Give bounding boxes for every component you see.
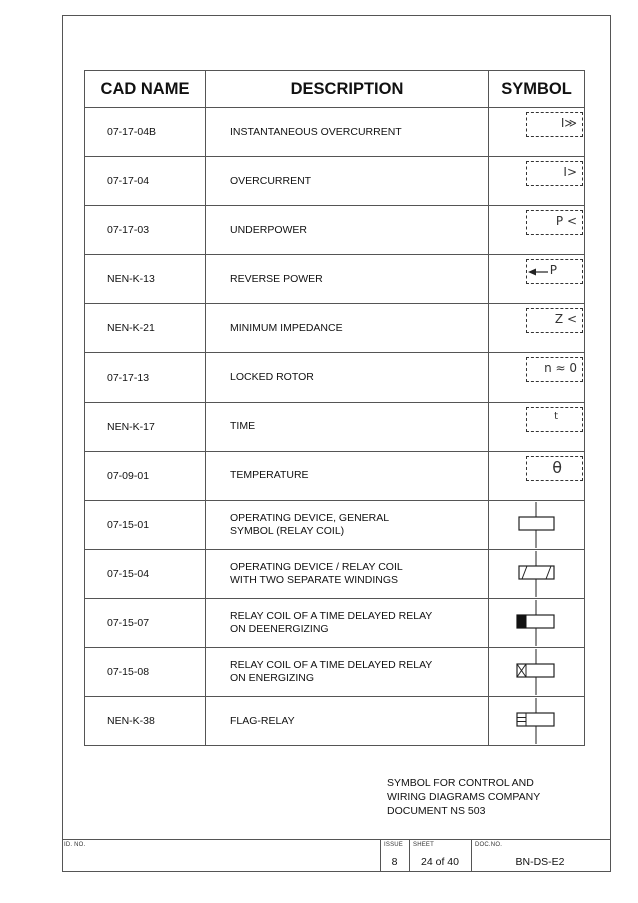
cad-name: 07-17-13 (85, 353, 206, 402)
cad-name: 07-17-03 (85, 206, 206, 255)
description (206, 304, 489, 353)
id-no-label: ID. NO. (64, 842, 86, 848)
symbol-cell (489, 157, 585, 206)
description (206, 598, 489, 647)
instantaneous-overcurrent-symbol (526, 112, 583, 137)
reverse-power-symbol (526, 259, 583, 284)
temperature-symbol (526, 456, 583, 481)
table-row (85, 500, 585, 549)
overcurrent-symbol (526, 161, 583, 186)
cad-name: 07-15-04 (85, 549, 206, 598)
description-line: OVERCURRENT (230, 174, 312, 187)
symbol-label: P (549, 263, 557, 278)
minimum-impedance-symbol (526, 308, 583, 333)
description (206, 500, 489, 549)
table-row (85, 206, 585, 255)
description (206, 402, 489, 451)
document-reference (387, 776, 540, 818)
sheet-label: SHEET (413, 842, 435, 848)
description-line: OPERATING DEVICE, GENERAL (230, 511, 390, 524)
document-reference-line: DOCUMENT NS 503 (387, 805, 486, 817)
symbol-cell (489, 402, 585, 451)
symbol-cell (489, 304, 585, 353)
cad-name: NEN-K-13 (85, 255, 206, 304)
cad-name: 07-15-08 (85, 648, 206, 697)
table-row (85, 648, 585, 697)
table-header-row (85, 71, 585, 108)
relay-coil-two-windings-icon (489, 550, 585, 598)
cad-name: 07-17-04 (85, 157, 206, 206)
table-row (85, 255, 585, 304)
description-line: ON ENERGIZING (230, 672, 315, 685)
description (206, 451, 489, 500)
symbol-table (84, 70, 585, 746)
symbol-cell (489, 451, 585, 500)
title-block-divider (471, 839, 472, 872)
description-line: FLAG-RELAY (230, 714, 295, 727)
description-line: MINIMUM IMPEDANCE (230, 321, 343, 334)
description-line: WITH TWO SEPARATE WINDINGS (230, 573, 398, 586)
description-line: ON DEENERGIZING (230, 622, 329, 635)
description (206, 108, 489, 157)
description-line: RELAY COIL OF A TIME DELAYED RELAY (230, 659, 433, 672)
locked-rotor-symbol (526, 357, 583, 382)
symbol-label: P < (555, 214, 577, 229)
cad-name: NEN-K-38 (85, 697, 206, 746)
symbol-label: I> (563, 165, 577, 180)
table-row (85, 697, 585, 746)
symbol-cell (489, 206, 585, 255)
description (206, 255, 489, 304)
symbol-cell (489, 549, 585, 598)
issue-label: ISSUE (384, 842, 404, 848)
table-row (85, 108, 585, 157)
cad-name: 07-17-04B (85, 108, 206, 157)
symbol-cell (489, 648, 585, 697)
symbol-cell (489, 697, 585, 746)
header-cad-name: CAD NAME (85, 71, 206, 108)
description-line: LOCKED ROTOR (230, 371, 314, 384)
description (206, 549, 489, 598)
description-line: RELAY COIL OF A TIME DELAYED RELAY (230, 609, 433, 622)
description-line: UNDERPOWER (230, 223, 308, 236)
flag-relay-icon (489, 697, 585, 745)
table-row (85, 304, 585, 353)
symbol-cell (489, 598, 585, 647)
description-line: TEMPERATURE (230, 469, 309, 482)
description-line: TIME (230, 420, 256, 433)
description-line: SYMBOL (RELAY COIL) (230, 524, 345, 537)
description (206, 697, 489, 746)
cad-name: 07-15-07 (85, 598, 206, 647)
issue-value: 8 (391, 856, 398, 868)
description (206, 206, 489, 255)
description-line: OPERATING DEVICE / RELAY COIL (230, 560, 403, 573)
description (206, 353, 489, 402)
symbol-label: I≫ (560, 116, 577, 130)
description (206, 648, 489, 697)
description-line: REVERSE POWER (230, 272, 323, 285)
table-row (85, 402, 585, 451)
document-reference-line: WIRING DIAGRAMS COMPANY (387, 791, 541, 803)
symbol-label: n ≈ 0 (544, 361, 577, 376)
header-description: DESCRIPTION (206, 71, 489, 108)
doc-no-value: BN-DS-E2 (515, 856, 565, 868)
relay-coil-icon (489, 501, 585, 549)
symbol-cell (489, 255, 585, 304)
cad-name: NEN-K-21 (85, 304, 206, 353)
relay-coil-energizing-delay-icon (489, 648, 585, 696)
time-symbol (526, 407, 583, 432)
symbol-cell (489, 500, 585, 549)
underpower-symbol (526, 210, 583, 235)
symbol-label: Z < (554, 312, 577, 327)
relay-coil-deenergizing-delay-icon (489, 599, 585, 647)
doc-no-label: DOC.NO. (475, 842, 503, 848)
table-row (85, 549, 585, 598)
table-row (85, 353, 585, 402)
description-line: INSTANTANEOUS OVERCURRENT (230, 125, 402, 138)
symbol-cell (489, 108, 585, 157)
description (206, 157, 489, 206)
cad-name: NEN-K-17 (85, 402, 206, 451)
symbol-label: t (554, 410, 558, 422)
table-row (85, 451, 585, 500)
table-row (85, 157, 585, 206)
cad-name: 07-15-01 (85, 500, 206, 549)
symbol-cell (489, 353, 585, 402)
cad-name: 07-09-01 (85, 451, 206, 500)
header-symbol: SYMBOL (489, 71, 585, 108)
document-reference-line: SYMBOL FOR CONTROL AND (387, 777, 534, 789)
sheet-value: 24 of 40 (421, 856, 459, 868)
symbol-label: θ (552, 457, 562, 477)
table-row (85, 598, 585, 647)
arrow-left-icon (527, 267, 549, 277)
